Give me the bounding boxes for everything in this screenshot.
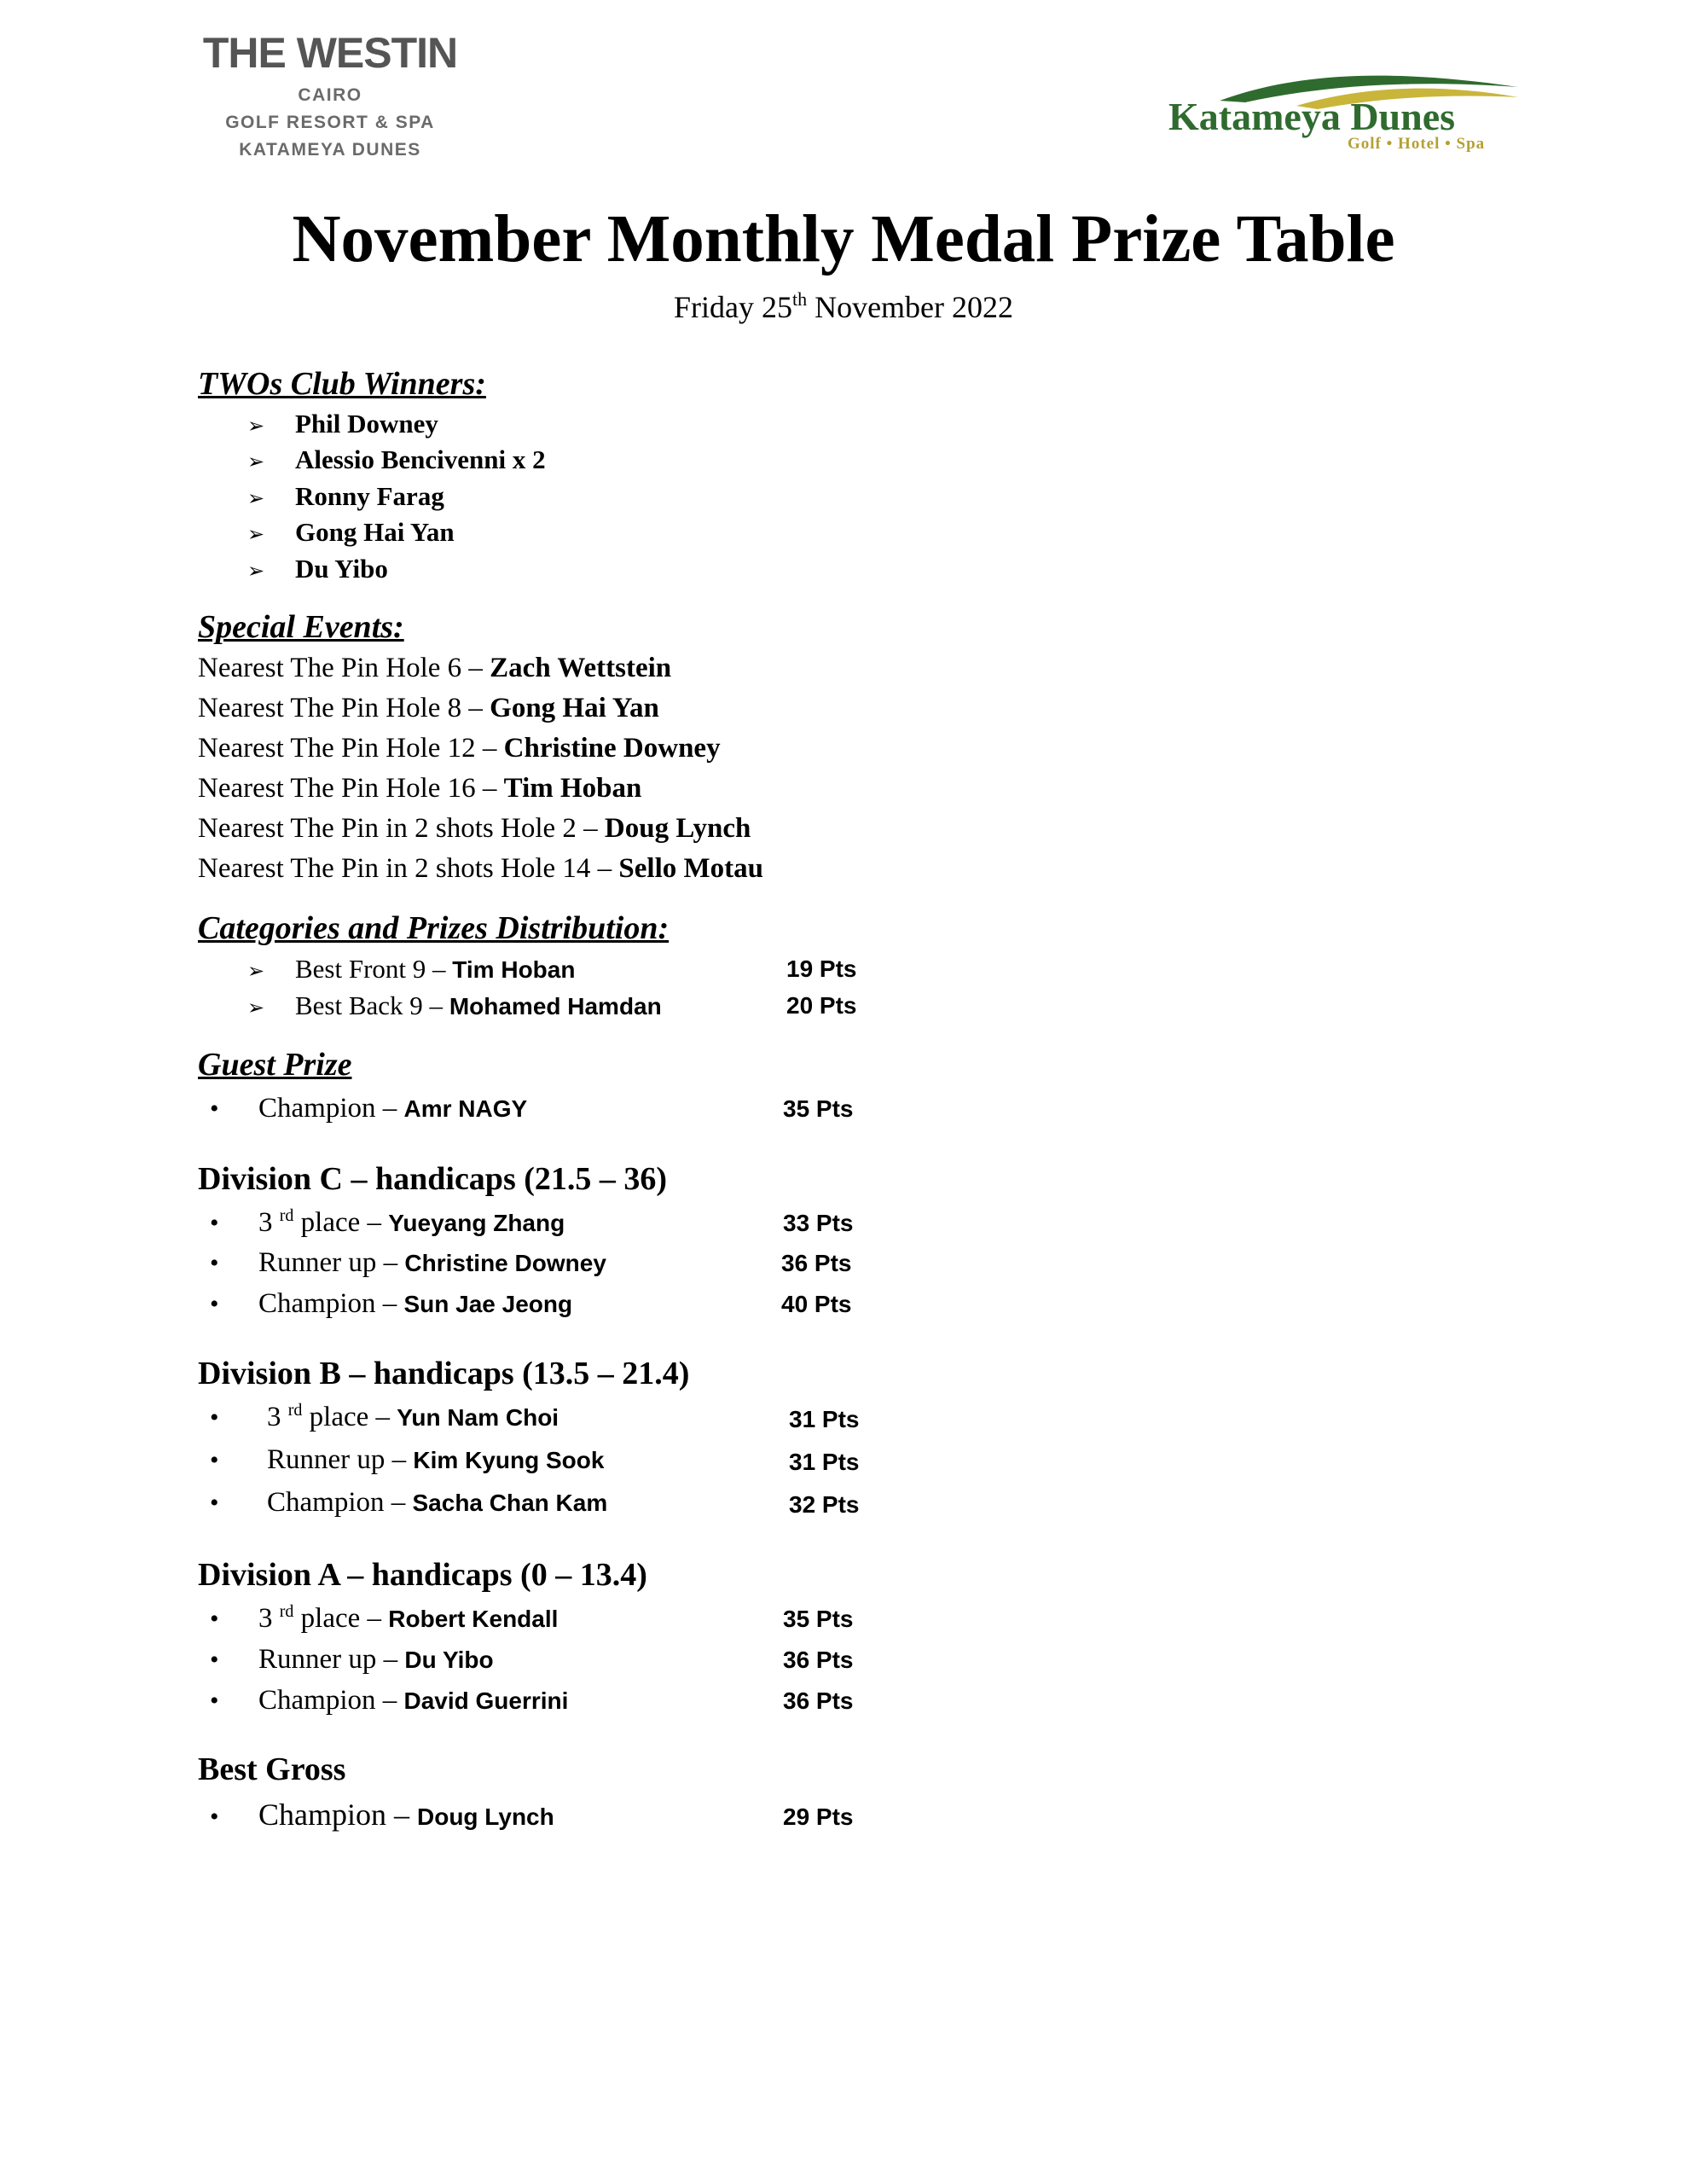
special-event [198,770,641,806]
arrow-icon: ➢ [247,959,265,983]
event-winner: Doug Lynch [604,813,751,844]
bullet-icon: • [210,1403,219,1432]
prize-label: Runner up – [258,1247,405,1278]
bullet-icon: • [210,1687,219,1715]
category-item [247,989,662,1025]
prize-points: 33 Pts [783,1210,854,1236]
winner-name: Gong Hai Yan [295,517,455,547]
event-label: Nearest The Pin Hole 8 – [198,693,490,723]
date-day: Friday 25 [673,290,792,324]
prize-label: Champion – [258,1288,404,1319]
prize-winner: Sacha Chan Kam [412,1490,608,1516]
event-winner: Christine Downey [503,733,721,764]
prize-label: Champion – [258,1685,404,1716]
prize-winner: David Guerrini [403,1687,569,1714]
bullet-icon: • [210,1446,219,1474]
place-suffix: rd [279,1602,294,1621]
category-points: 20 Pts [786,992,857,1019]
winner-name: Ronny Farag [295,481,444,511]
prize-points: 31 Pts [789,1449,860,1475]
winner-name: Du Yibo [295,554,388,584]
page-title: November Monthly Medal Prize Table [292,202,1395,276]
twos-winner [247,552,388,588]
prize-label: Runner up – [258,1644,405,1675]
bullet-icon: • [210,1605,219,1633]
westin-line3: KATAMEYA DUNES [239,140,421,160]
division-c-champion [210,1286,572,1322]
bullet-icon: • [210,1489,219,1517]
prize-points: 36 Pts [783,1647,854,1673]
special-event [198,690,659,726]
prize-points: 36 Pts [783,1687,854,1714]
event-label: Nearest The Pin in 2 shots Hole 2 – [198,813,605,844]
bullet-icon: • [210,1249,219,1277]
bullet-icon: • [210,1646,219,1674]
categories-heading: Categories and Prizes Distribution: [198,910,670,946]
prize-winner: Amr NAGY [403,1095,528,1122]
winner-name: Phil Downey [295,409,438,439]
arrow-icon: ➢ [247,522,265,546]
prize-winner: Sun Jae Jeong [403,1291,573,1317]
category-label: Best Back 9 – [295,990,449,1020]
category-item [247,952,575,988]
prize-winner: Kim Kyung Sook [413,1447,605,1473]
prize-points: 35 Pts [783,1095,854,1122]
date-suffix: th [791,288,808,310]
katameya-tagline: Golf • Hotel • Spa [1348,135,1486,153]
westin-line1: CAIRO [298,85,362,105]
prize-winner: Doug Lynch [417,1804,554,1830]
winner-name: Alessio Bencivenni x 2 [295,444,546,474]
prize-label: Champion – [258,1093,404,1124]
bullet-icon: • [210,1803,219,1831]
twos-winner [247,407,438,443]
category-points: 19 Pts [786,956,857,982]
prize-label: Champion – [267,1487,413,1518]
arrow-icon: ➢ [247,559,265,583]
event-winner: Tim Hoban [503,773,642,804]
prize-winner: Du Yibo [404,1647,494,1673]
bullet-icon: • [210,1209,219,1237]
westin-logo [198,29,462,164]
event-label: Nearest The Pin in 2 shots Hole 14 – [198,853,619,884]
prize-winner: Yun Nam Choi [397,1404,559,1431]
prize-label: place – [293,1207,389,1238]
twos-heading: TWOs Club Winners: [198,366,486,402]
best-gross-heading: Best Gross [198,1751,346,1787]
prize-points: 32 Pts [789,1491,860,1518]
division-b-champion [210,1484,607,1521]
prize-winner: Yueyang Zhang [388,1210,565,1236]
prize-label: place – [293,1603,389,1634]
category-winner: Mohamed Hamdan [449,993,662,1019]
place-suffix: rd [279,1206,294,1225]
arrow-icon: ➢ [247,414,265,438]
place-number: 3 [258,1207,280,1238]
special-heading: Special Events: [198,609,404,645]
prize-label: Runner up – [267,1444,414,1475]
guest-heading: Guest Prize [198,1047,352,1083]
arrow-icon: ➢ [247,486,265,510]
katameya-logo [1168,68,1527,162]
best-gross-champion [210,1797,554,1835]
event-winner: Sello Motau [618,853,763,884]
prize-winner: Robert Kendall [388,1606,559,1632]
place-suffix: rd [287,1401,303,1420]
division-a-champion [210,1682,568,1719]
katameya-name: Katameya Dunes [1168,95,1456,138]
event-winner: Zach Wettstein [490,653,672,683]
arrow-icon: ➢ [247,996,265,1019]
prize-label: Champion – [258,1798,417,1832]
guest-champion [210,1090,527,1127]
prize-points: 31 Pts [789,1406,860,1432]
place-number: 3 [258,1603,280,1634]
twos-winner [247,515,455,551]
place-number: 3 [267,1402,288,1432]
prize-points: 29 Pts [783,1804,854,1830]
prize-label: place – [302,1402,397,1432]
special-event [198,730,721,766]
westin-line2: GOLF RESORT & SPA [225,113,435,132]
twos-winner [247,479,444,515]
event-date [0,288,1687,326]
division-a-third [210,1600,558,1637]
division-a-heading: Division A – handicaps (0 – 13.4) [198,1557,647,1593]
arrow-icon: ➢ [247,450,265,473]
special-event [198,650,671,686]
bullet-icon: • [210,1290,219,1318]
division-b-runner-up [210,1442,604,1478]
division-b-third [210,1399,559,1436]
division-c-heading: Division C – handicaps (21.5 – 36) [198,1161,668,1197]
division-c-runner-up [210,1245,606,1281]
event-label: Nearest The Pin Hole 12 – [198,733,504,764]
division-c-third [210,1205,565,1241]
prize-points: 35 Pts [783,1606,854,1632]
event-label: Nearest The Pin Hole 16 – [198,773,504,804]
date-rest: November 2022 [807,290,1014,324]
event-winner: Gong Hai Yan [490,693,659,723]
category-label: Best Front 9 – [295,954,453,984]
prize-points: 40 Pts [781,1291,852,1317]
category-winner: Tim Hoban [452,956,576,983]
prize-points: 36 Pts [781,1250,852,1276]
westin-brand: THE WESTIN [202,29,458,77]
special-event [198,810,751,846]
bullet-icon: • [210,1095,219,1123]
event-label: Nearest The Pin Hole 6 – [198,653,490,683]
twos-winner [247,443,546,479]
division-b-heading: Division B – handicaps (13.5 – 21.4) [198,1356,690,1391]
special-event [198,851,763,886]
division-a-runner-up [210,1641,494,1678]
prize-winner: Christine Downey [404,1250,606,1276]
